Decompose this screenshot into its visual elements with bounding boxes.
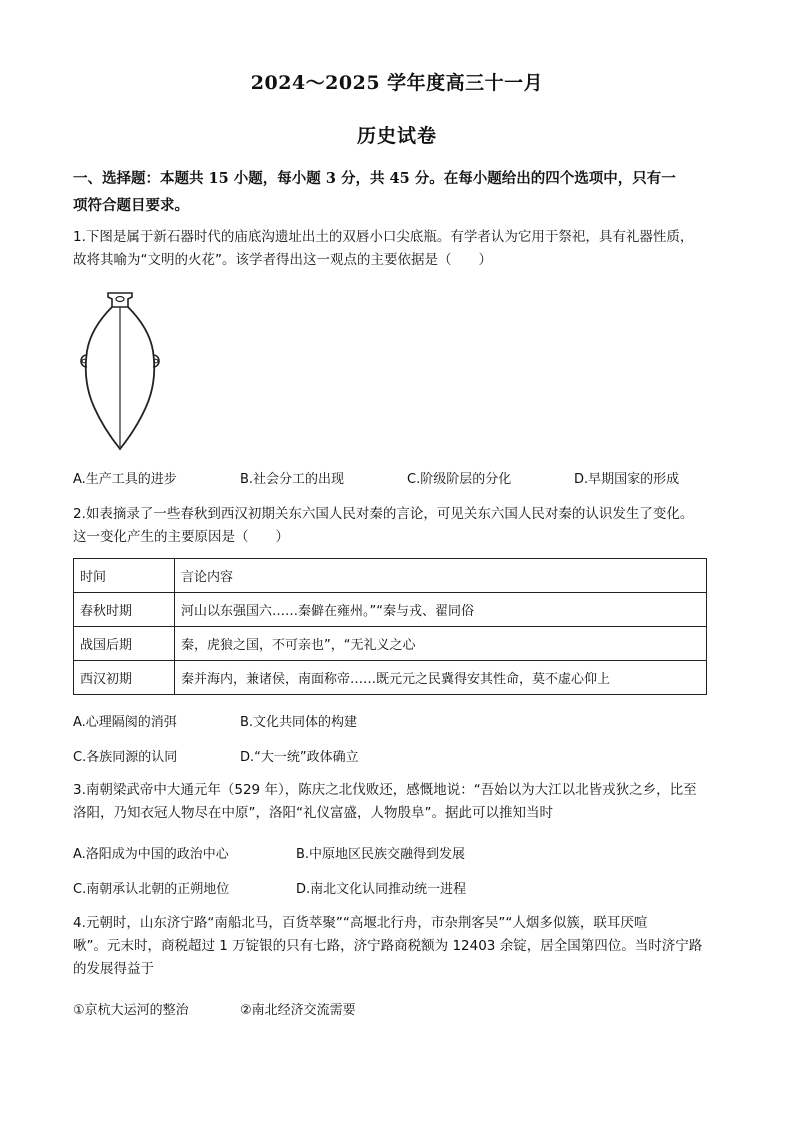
table-row [74, 661, 707, 695]
section-heading [73, 165, 723, 219]
question-2-option-a[interactable]: A.心理隔阂的消弭 [73, 715, 177, 730]
question-3-option-b[interactable]: B.中原地区民族交融得到发展 [296, 847, 466, 862]
question-4-stem [73, 912, 723, 981]
table-row [74, 593, 707, 627]
question-1-option-a[interactable]: A.生产工具的进步 [73, 472, 177, 487]
section-heading-line2: 项符合题目要求。 [73, 197, 189, 214]
question-4-item-2[interactable]: ②南北经济交流需要 [240, 1003, 356, 1018]
section-heading-line1: 一、选择题：本题共 15 小题，每小题 3 分，共 45 分。在每小题给出的四个选项中，只有一 [73, 170, 676, 187]
table-cell: 战国后期 [74, 627, 175, 661]
question-2-option-c[interactable]: C.各族同源的认同 [73, 750, 178, 765]
table-row [74, 627, 707, 661]
table-cell: 秦并海内，兼诸侯，南面称帝……既元元之民冀得安其性命，莫不虚心仰上 [175, 661, 707, 695]
table-cell: 河山以东强国六……秦僻在雍州。”“秦与戎、翟同俗 [175, 593, 707, 627]
question-2-line1: 2.如表摘录了一些春秋到西汉初期关东六国人民对秦的言论，可见关东六国人民对秦的认识发生了变化。 [73, 506, 694, 522]
question-1-option-c[interactable]: C.阶级阶层的分化 [407, 472, 512, 487]
question-3-line1: 3.南朝梁武帝中大通元年（529 年），陈庆之北伐败还，感慨地说：“吾始以为大江以北皆戎狄之乡，比至 [73, 782, 697, 798]
question-2-option-b[interactable]: B.文化共同体的构建 [240, 715, 358, 730]
question-3-stem [73, 779, 723, 825]
question-3-option-a[interactable]: A.洛阳成为中国的政治中心 [73, 847, 229, 862]
table-cell: 秦，虎狼之国，不可亲也”，“无礼义之心 [175, 627, 707, 661]
table-cell: 春秋时期 [74, 593, 175, 627]
question-1-option-b[interactable]: B.社会分工的出现 [240, 472, 345, 487]
question-4-item-1[interactable]: ①京杭大运河的整治 [73, 1003, 189, 1018]
question-2-option-d[interactable]: D.“大一统”政体确立 [240, 750, 359, 765]
table-header-cell: 时间 [74, 559, 175, 593]
question-3-option-d[interactable]: D.南北文化认同推动统一进程 [296, 882, 467, 897]
question-1-stem [73, 226, 723, 272]
table-cell: 西汉初期 [74, 661, 175, 695]
question-2-line2: 这一变化产生的主要原因是（ ） [73, 529, 289, 545]
speech-table [73, 558, 707, 695]
table-header-row [74, 559, 707, 593]
question-4-line2: 啾”。元末时，商税超过 1 万锭银的只有七路，济宁路商税额为 12403 余锭，居全国第四位。当时济宁路 [73, 938, 703, 954]
question-2-stem [73, 503, 723, 549]
question-4-line1: 4.元朝时，山东济宁路“南船北马，百货萃聚”“高堰北行舟，市杂荆客吴”“人烟多似簇，联耳厌喧 [73, 915, 648, 931]
question-1-line2: 故将其喻为“文明的火花”。该学者得出这一观点的主要依据是（ ） [73, 252, 492, 268]
question-3-option-c[interactable]: C.南朝承认北朝的正朔地位 [73, 882, 230, 897]
pointed-bottom-bottle-image [70, 285, 170, 455]
exam-title: 2024～2025 学年度高三十一月 [250, 72, 544, 94]
question-4-line3: 的发展得益于 [73, 961, 154, 977]
question-3-line2: 洛阳，乃知衣冠人物尽在中原”，洛阳“礼仪富盛，人物殷阜”。据此可以推知当时 [73, 805, 553, 821]
question-1-option-d[interactable]: D.早期国家的形成 [574, 472, 680, 487]
table-header-cell: 言论内容 [175, 559, 707, 593]
exam-subject: 历史试卷 [356, 125, 437, 147]
question-1-line1: 1.下图是属于新石器时代的庙底沟遗址出土的双唇小口尖底瓶。有学者认为它用于祭祀，具有礼器性质， [73, 229, 694, 245]
